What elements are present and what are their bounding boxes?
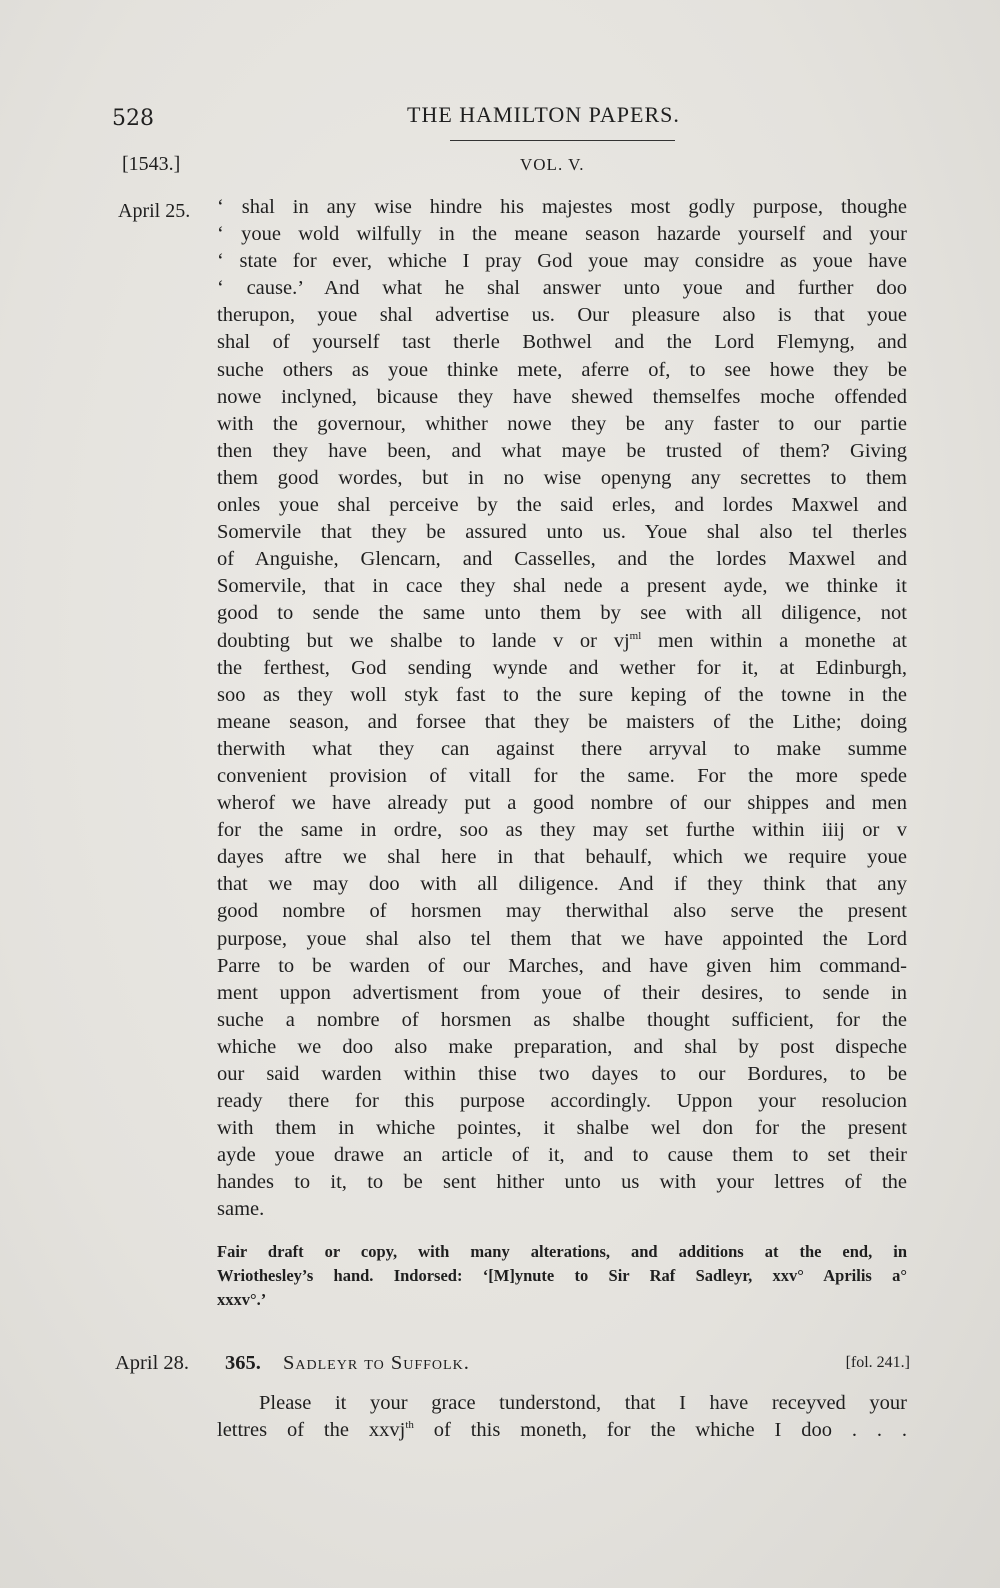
entry-date: April 28.: [115, 1352, 190, 1374]
body-line: Somervile, that in cace they shal nede a present ayde, we thinke it: [217, 575, 907, 598]
body-line: doubting but we shalbe to lande v or $vj^{ml}$ men within a monethe at: [217, 629, 907, 652]
letter-body: [217, 194, 907, 1224]
body-line: the ferthest, God sending wynde and wether for it, at Edinburgh,: [217, 656, 907, 679]
year-label: [1543.]: [122, 153, 181, 175]
body-line: wherof we have already put a good nombre of our shippes and men: [217, 792, 907, 815]
note-line: xxxv°.’: [217, 1290, 267, 1309]
body-line: good nombre of horsmen may therwithal also serve the present: [217, 900, 907, 923]
body-line: dayes aftre we shal here in that behaulf, which we require youe: [217, 846, 907, 869]
letter-line: lettres of the xxvj$^{th}$ of this moneth, for the whiche I doo . . .: [217, 1419, 907, 1442]
body-line: that we may doo with all diligence. And if they think that any: [217, 873, 907, 896]
body-line: them good wordes, but in no wise openyng any secrettes to them: [217, 466, 907, 489]
body-line: suche a nombre of horsmen as shalbe thought sufficient, for the: [217, 1008, 907, 1031]
body-line: ‘ youe wold wilfully in the meane season hazarde yourself and your: [217, 223, 907, 246]
body-line: ‘ state for ever, whiche I pray God youe may considre as youe have: [217, 250, 907, 273]
body-line: suche others as youe thinke mete, aferre of, to see howe they be: [217, 358, 907, 381]
body-line: of Anguishe, Glencarn, and Casselles, and the lordes Maxwel and: [217, 548, 907, 571]
body-line: shal of yourself tast therle Bothwel and the Lord Flemyng, and: [217, 331, 907, 354]
page-number: 528: [112, 106, 154, 131]
note-line: Fair draft or copy, with many alterations, and additions at the end, in: [217, 1242, 907, 1261]
body-line: ready there for this purpose accordingly. Uppon your resolucion: [217, 1090, 907, 1113]
volume-label: VOL. V.: [520, 155, 585, 174]
body-line: purpose, youe shal also tel them that we have appointed the Lord: [217, 927, 907, 950]
body-line: therupon, youe shal advertise us. Our pleasure also is that youe: [217, 304, 907, 327]
body-line: Somervile that they be assured unto us. Youe shal also tel therles: [217, 521, 907, 544]
body-line: therwith what they can against there arryval to make summe: [217, 737, 907, 760]
body-line: meane season, and forsee that they be maisters of the Lithe; doing: [217, 710, 907, 733]
body-line: nowe inclyned, bicause they have shewed themselfes moche offended: [217, 385, 907, 408]
body-line: whiche we doo also make preparation, and shal by post dispeche: [217, 1035, 907, 1058]
body-line: onles youe shal perceive by the said erles, and lordes Maxwel and: [217, 494, 907, 517]
body-line: Parre to be warden of our Marches, and have given him command-: [217, 954, 907, 977]
entry-title: Sadleyr to Suffolk.: [283, 1352, 470, 1374]
body-line: ‘ shal in any wise hindre his majestes most godly purpose, thoughe: [217, 196, 907, 218]
entry-folio: [fol. 241.]: [845, 1354, 910, 1371]
body-line: handes to it, to be sent hither unto us with your lettres of the: [217, 1171, 907, 1194]
body-line: ayde youe drawe an article of it, and to cause them to set their: [217, 1144, 907, 1167]
header-rule: [450, 140, 675, 141]
entry-number: 365.: [225, 1352, 261, 1374]
body-line: with them in whiche pointes, it shalbe wel don for the present: [217, 1117, 907, 1140]
page-header: [112, 102, 902, 138]
letter-line: Please it your grace tunderstond, that I have receyved your: [259, 1392, 907, 1414]
letter-opening: [217, 1390, 907, 1444]
body-line: our said warden within thise two dayes to our Bordures, to be: [217, 1063, 907, 1085]
body-line: same.: [217, 1198, 265, 1221]
body-line: convenient provision of vitall for the same. For the more spede: [217, 764, 907, 787]
body-line: soo as they woll styk fast to the sure keping of the towne in the: [217, 683, 907, 706]
body-line: good to sende the same unto them by see with all diligence, not: [217, 602, 907, 625]
margin-date: April 25.: [118, 200, 191, 222]
body-line: then they have been, and what maye be trusted of them? Giving: [217, 439, 907, 462]
body-line: for the same in ordre, soo as they may set furthe within iiij or v: [217, 819, 907, 842]
body-line: with the governour, whither nowe they be any faster to our partie: [217, 412, 907, 435]
body-line: ment uppon advertisment from youe of their desires, to sende in: [217, 981, 907, 1004]
editorial-note: [217, 1240, 907, 1312]
note-line: Wriothesley’s hand. Indorsed: ‘[M]ynute to Sir Raf Sadleyr, xxv° Aprilis a°: [217, 1266, 907, 1285]
entry-heading: [115, 1352, 910, 1382]
body-line: ‘ cause.’ And what he shal answer unto youe and further doo: [217, 277, 907, 300]
running-title: THE HAMILTON PAPERS.: [407, 102, 680, 127]
